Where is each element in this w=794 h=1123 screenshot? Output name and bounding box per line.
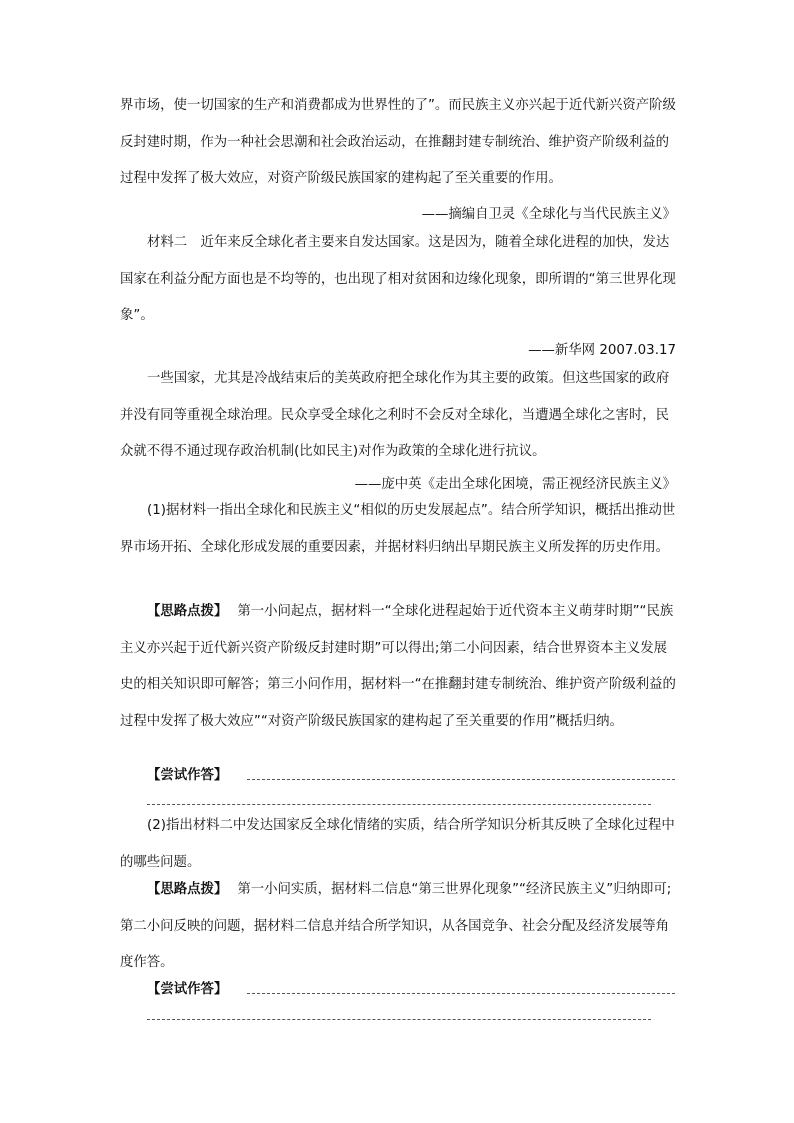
answer-2-line-1[interactable] — [247, 993, 675, 994]
source-citation-2: ——新华网 2007.03.17 — [528, 343, 676, 358]
hint-1-paragraph — [120, 594, 676, 740]
material-3-paragraph: 一些国家，尤其是冷战结束后的美英政府把全球化作为其主要的政策。但这些国家的政府并没有同等重视全球治理。民众享受全球化之利时不会反对全球化，当遭遇全球化之害时，民众就不得不通过现存政治机制(比如民主)对作为政策的全球化进行抗议。 — [120, 371, 670, 459]
answer-1-line-2[interactable] — [147, 804, 651, 805]
hint-2-paragraph — [120, 872, 676, 982]
answer-2-line-2[interactable] — [147, 1019, 651, 1020]
hint-2-label: 【思路点拨】 — [147, 882, 228, 897]
answer-area-1 — [120, 764, 680, 788]
answer-area-2 — [120, 978, 680, 1002]
answer-2-label: 【尝试作答】 — [147, 982, 228, 997]
material-1-continuation: 界市场，使一切国家的生产和消费都成为世界性的了”。而民族主义亦兴起于近代新兴资产阶级反封建时期，作为一种社会思潮和社会政治运动，在推翻封建专制统治、维护资产阶级利益的过程中发挥了极大效应，对资产阶级民族国家的建构起了至关重要的作用。 — [120, 98, 676, 186]
question-1: (1)据材料一指出全球化和民族主义“相似的历史发展起点”。结合所学知识，概括出推动世界市场开拓、全球化形成发展的重要因素，并据材料归纳出早期民族主义所发挥的历史作用。 — [120, 503, 676, 555]
hint-1-label: 【思路点拨】 — [147, 604, 228, 619]
source-citation-3: ——庞中英《走出全球化困境，需正视经济民族主义》 — [354, 477, 676, 492]
material-2-paragraph: 材料二 近年来反全球化者主要来自发达国家。这是因为，随着全球化进程的加快，发达国家在利益分配方面也是不均等的，也出现了相对贫困和边缘化现象，即所谓的“第三世界化现象”。 — [120, 235, 676, 323]
answer-1-line-1[interactable] — [247, 779, 675, 780]
answer-1-label: 【尝试作答】 — [147, 768, 228, 783]
question-2: (2)指出材料二中发达国家反全球化情绪的实质，结合所学知识分析其反映了全球化过程中的哪些问题。 — [120, 818, 675, 870]
source-citation-1: ——摘编自卫灵《全球化与当代民族主义》 — [421, 207, 676, 222]
hint-2-text: 第一小问实质，据材料二信息“第三世界化现象”“经济民族主义”归纳即可;第二小问反映的问题，据材料二信息并结合所学知识，从各国竞争、社会分配及经济发展等角度作答。 — [120, 882, 672, 970]
hint-1-text: 第一小问起点，据材料一“全球化进程起始于近代资本主义萌芽时期”“民族主义亦兴起于近代新兴资产阶级反封建时期”可以得出;第二小问因素，结合世界资本主义发展史的相关知识即可解答；第三小问作用，据材料一“在推翻封建专制统治、维护资产阶级利益的过程中发挥了极大效应”“对资产阶级民族国家的建构起了至关重要的作用”概括归纳。 — [120, 604, 676, 729]
